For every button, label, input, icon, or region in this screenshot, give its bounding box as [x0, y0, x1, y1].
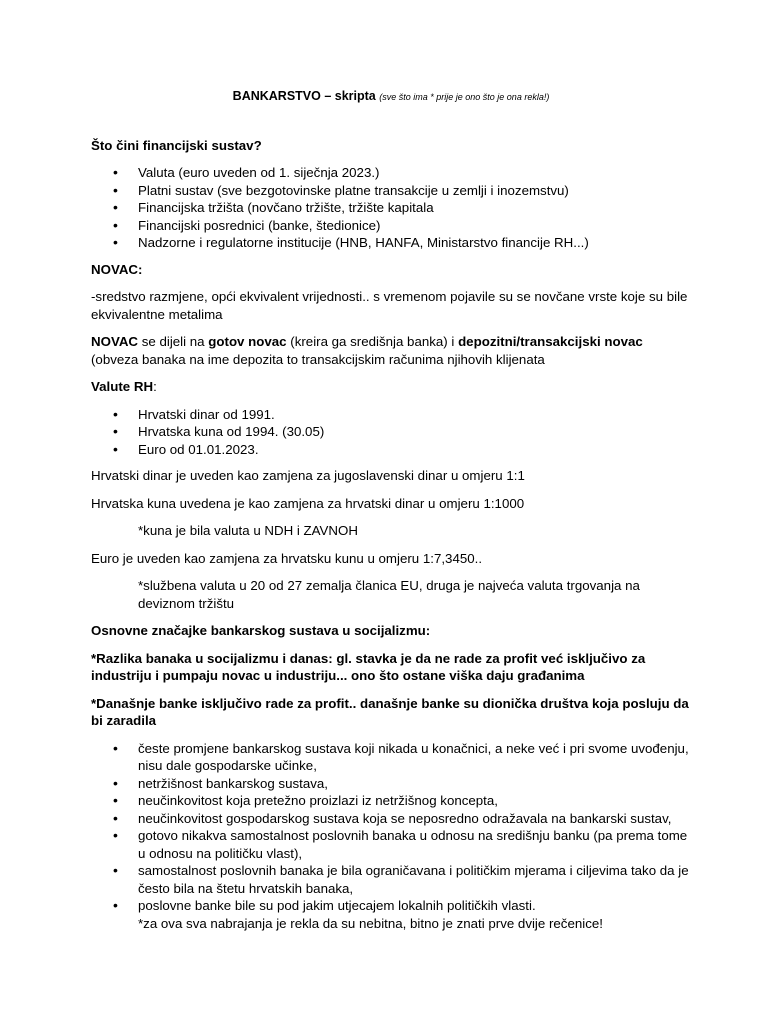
text-run: (obveza banaka na ime depozita to transakcijskim računima njihovih klijenata	[91, 351, 545, 367]
title-main: BANKARSTVO – skripta	[232, 89, 376, 103]
list-item: • Financijska tržišta (novčano tržište, tržište kapitala	[91, 199, 691, 217]
novac-definition: -sredstvo razmjene, opći ekvivalent vrijednosti.. s vremenom pojavile su se novčane vrste koje su bile ekvivalentne metalima	[91, 289, 688, 322]
heading-novac: NOVAC:	[91, 261, 143, 277]
valute-heading-colon: :	[153, 379, 157, 394]
novac-term: NOVAC	[91, 334, 139, 349]
list-item: • Hrvatski dinar od 1991.	[91, 406, 691, 424]
valute-list	[91, 406, 691, 459]
modern-banks-note: *Današnje banke isključivo rade za profit.. današnje banke su dionička društva koja posluju da bi zaradila	[91, 695, 689, 728]
novac-division	[91, 333, 691, 368]
heading-valute	[91, 378, 691, 396]
kuna-paragraph: Hrvatska kuna uvedena je kao zamjena za hrvatski dinar u omjeru 1:1000	[91, 495, 525, 511]
euro-note: *službena valuta u 20 od 27 zemalja članica EU, druga je najveća valuta trgovanja na deviznom tržištu	[138, 578, 640, 611]
title-note: (sve što ima * prije je ono što je ona rekla!)	[379, 92, 550, 102]
document-content	[91, 88, 691, 941]
depozitni-novac-term: depozitni/transakcijski novac	[458, 334, 643, 349]
list-item: • neučinkovitost gospodarskog sustava koja se neposredno odražavala na bankarski sustav,	[91, 810, 691, 828]
heading-socialism: Osnovne značajke bankarskog sustava u socijalizmu:	[91, 623, 431, 638]
euro-paragraph: Euro je uveden kao zamjena za hrvatsku kunu u omjeru 1:7,3450..	[91, 550, 483, 566]
list-item: • Euro od 01.01.2023.	[91, 441, 691, 459]
text-run: (kreira ga središnja banka) i	[286, 334, 459, 349]
list-item: • netržišnost bankarskog sustava,	[91, 775, 691, 793]
list-item: • samostalnost poslovnih banaka je bila ograničavana i političkim mjerama i ciljevima tako da je često bila na štetu hrvatskih banaka,	[91, 862, 691, 897]
list-item-text: poslovne banke bile su pod jakim utjecajem lokalnih političkih vlasti.	[138, 898, 536, 913]
document-title	[91, 88, 691, 107]
list-item: • Platni sustav (sve bezgotovinske platne transakcije u zemlji i inozemstvu)	[91, 182, 691, 200]
list-item	[91, 897, 691, 932]
financial-system-list	[91, 164, 691, 252]
valute-heading-text: Valute RH	[91, 379, 154, 394]
list-item: • Financijski posrednici (banke, štedionice)	[91, 217, 691, 235]
gotov-novac-term: gotov novac	[208, 334, 287, 349]
socialism-list	[91, 740, 691, 933]
dinar-paragraph: Hrvatski dinar je uveden kao zamjena za jugoslavenski dinar u omjeru 1:1	[91, 468, 525, 483]
heading-financial-system: Što čini financijski sustav?	[91, 137, 262, 153]
socialism-difference: *Razlika banaka u socijalizmu i danas: gl. stavka je da ne rade za profit već isključivo za industriju i pumpaju novac u industriju... ono što ostane viška daju građanima	[91, 650, 646, 683]
final-note: *za ova sva nabrajanja je rekla da su nebitna, bitno je znati prve dvije rečenice!	[138, 915, 603, 931]
kuna-note: *kuna je bila valuta u NDH i ZAVNOH	[138, 523, 358, 538]
list-item: • Valuta (euro uveden od 1. siječnja 2023.)	[91, 164, 691, 182]
list-item: • gotovo nikakva samostalnost poslovnih banaka u odnosu na središnju banku (pa prema tome u odnosu na političku vlast),	[91, 827, 691, 862]
list-item: • Hrvatska kuna od 1994. (30.05)	[91, 423, 691, 441]
list-item: • česte promjene bankarskog sustava koji nikada u konačnici, a neke već i pri svome uvođenju, nisu dale gospodarske učinke,	[91, 740, 691, 775]
list-item: • neučinkovitost koja pretežno proizlazi iz netržišnog koncepta,	[91, 792, 691, 810]
text-run: se dijeli na	[138, 334, 209, 349]
list-item: • Nadzorne i regulatorne institucije (HNB, HANFA, Ministarstvo financije RH...)	[91, 234, 691, 252]
